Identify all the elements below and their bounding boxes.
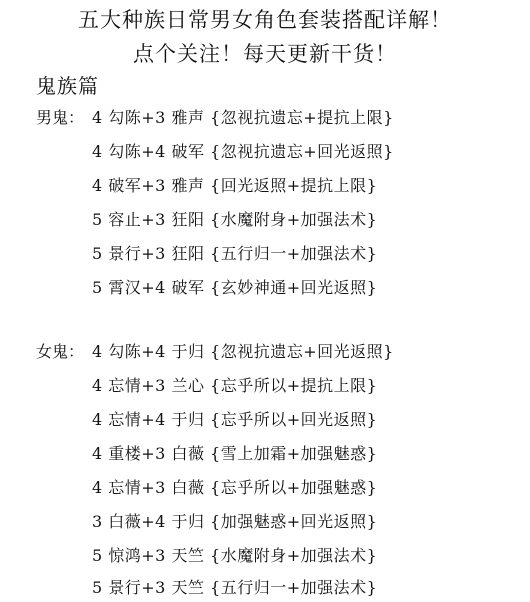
female-combo-1: 4 勾陈+4 于归 {忽视抗遗忘+回光返照} xyxy=(92,342,394,361)
page-subtitle: 点个关注！每天更新干货！ xyxy=(133,42,397,66)
page-title: 五大种族日常男女角色套装搭配详解！ xyxy=(78,8,452,32)
male-combo-1: 4 勾陈+3 雅声 {忽视抗遗忘+提抗上限} xyxy=(92,108,394,127)
female-combo-3: 4 忘情+4 于归 {忘乎所以+回光返照} xyxy=(92,410,378,429)
female-label: 女鬼： xyxy=(36,342,85,361)
male-combo-5: 5 景行+3 狂阳 {五行归一+加强法术} xyxy=(92,244,378,263)
female-combo-2: 4 忘情+3 兰心 {忘乎所以+提抗上限} xyxy=(92,376,378,395)
male-combo-6: 5 霄汉+4 破军 {玄妙神通+回光返照} xyxy=(92,278,378,297)
male-label: 男鬼： xyxy=(36,108,85,127)
section-title: 鬼族篇 xyxy=(36,74,99,98)
female-combo-8: 5 景行+3 天竺 {五行归一+加强法术} xyxy=(92,578,378,597)
female-combo-5: 4 忘情+3 白薇 {忘乎所以+加强魅惑} xyxy=(92,478,378,497)
female-combo-7: 5 惊鸿+3 天竺 {水魔附身+加强法术} xyxy=(92,546,378,565)
male-combo-4: 5 容止+3 狂阳 {水魔附身+加强法术} xyxy=(92,210,378,229)
male-combo-2: 4 勾陈+4 破军 {忽视抗遗忘+回光返照} xyxy=(92,142,394,161)
male-combo-3: 4 破军+3 雅声 {回光返照+提抗上限} xyxy=(92,176,378,195)
female-combo-6: 3 白薇+4 于归 {加强魅惑+回光返照} xyxy=(92,512,378,531)
female-combo-4: 4 重楼+3 白薇 {雪上加霜+加强魅惑} xyxy=(92,444,378,463)
